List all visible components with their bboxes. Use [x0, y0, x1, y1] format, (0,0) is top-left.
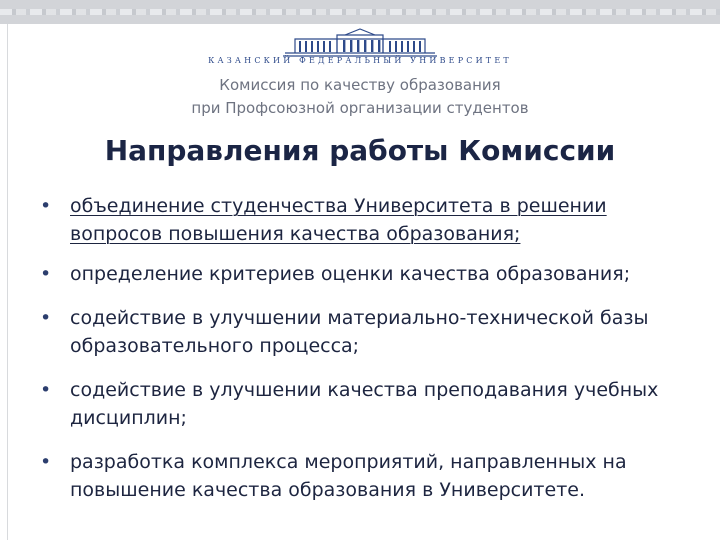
list-item-text: объединение студенчества Университета в решении вопросов повышения качества образования; — [70, 195, 607, 245]
bullet-marker: • — [40, 451, 52, 473]
bullet-marker: • — [40, 307, 52, 329]
list-item-text: содействие в улучшении материально-технической базы образовательного процесса; — [70, 307, 649, 357]
decorative-top-band — [0, 0, 720, 24]
university-name: КАЗАНСКИЙ ФЕДЕРАЛЬНЫЙ УНИВЕРСИТЕТ — [208, 56, 512, 65]
list-item-text: определение критериев оценки качества образования; — [70, 263, 631, 285]
directions-list — [40, 192, 700, 520]
list-item — [40, 448, 700, 504]
commission-line-1: Комиссия по качеству образования — [219, 76, 501, 94]
list-item — [40, 260, 700, 288]
list-item — [40, 376, 700, 432]
bullet-marker: • — [40, 379, 52, 401]
list-item-text: содействие в улучшении качества преподавания учебных дисциплин; — [70, 379, 659, 429]
commission-line-2: при Профсоюзной организации студентов — [191, 99, 529, 117]
commission-caption — [0, 74, 720, 120]
list-item — [40, 304, 700, 360]
list-item — [40, 192, 700, 248]
bullet-marker: • — [40, 263, 52, 285]
list-item-text: разработка комплекса мероприятий, направленных на повышение качества образования в Университете. — [70, 451, 627, 501]
bullet-marker: • — [40, 195, 52, 217]
slide-title: Направления работы Комиссии — [104, 134, 616, 167]
